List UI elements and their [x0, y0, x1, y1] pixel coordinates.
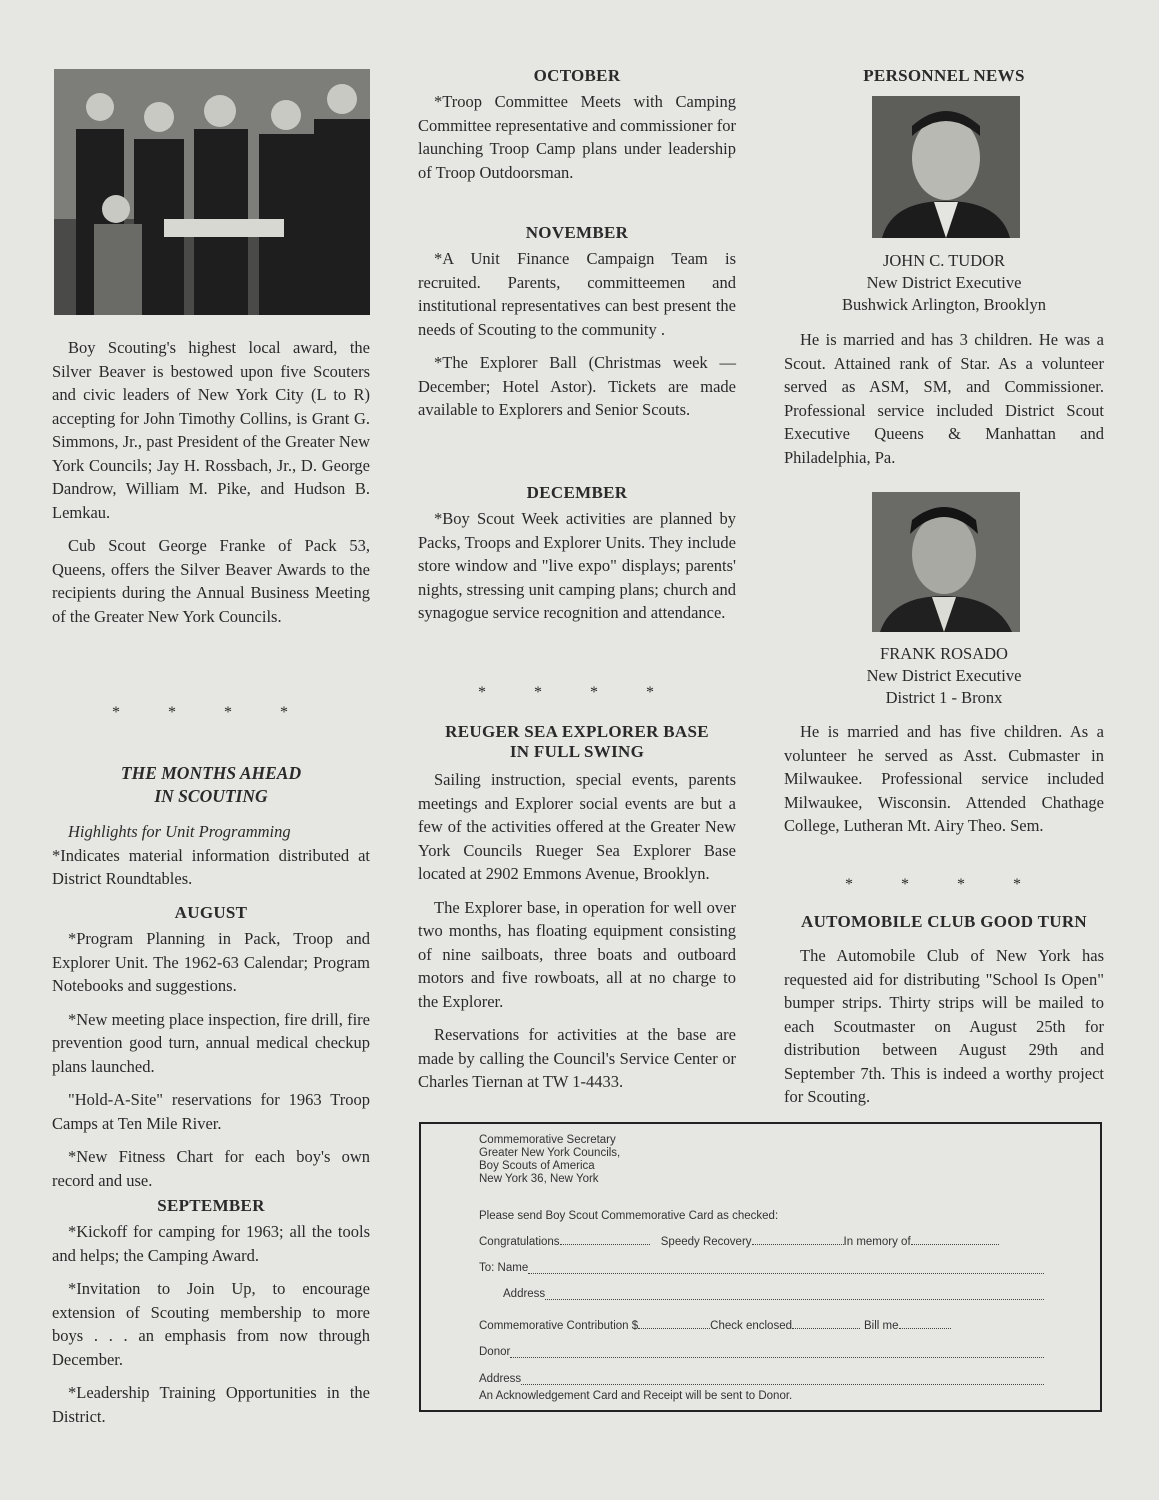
november-item: *A Unit Finance Campaign Team is recruited. Parents, committeemen and institutional representatives can best present the needs of Scouting to the community . — [418, 249, 736, 339]
rosado-district: District 1 - Bronx — [885, 688, 1003, 707]
auto-club-heading: AUTOMOBILE CLUB GOOD TURN — [801, 912, 1087, 931]
september-item: *Kickoff for camping for 1963; all the tools and helps; the Camping Award. — [52, 1222, 370, 1265]
speedy-recovery-checkbox[interactable] — [752, 1244, 844, 1245]
october-heading: OCTOBER — [533, 66, 621, 85]
address-label: Address — [503, 1288, 546, 1300]
bill-me-label: Bill me — [863, 1320, 899, 1332]
august-item: *New meeting place inspection, fire drill, fire prevention good turn, annual medical checkup plans launched. — [52, 1009, 370, 1076]
august-item: *Program Planning in Pack, Troop and Explorer Unit. The 1962-63 Calendar; Program Notebooks and suggestions. — [52, 929, 370, 995]
august-item: *New Fitness Chart for each boy's own record and use. — [52, 1147, 370, 1190]
rosado-bio: He is married and has five children. As a volunteer he served as Asst. Cubmaster in Milwaukee. Professional service included Milwaukee, Wisconsin. Attended Chathage College, Lutheran Mt. Airy Theo. Sem. — [784, 722, 1104, 835]
reuger-text: Sailing instruction, special events, parents meetings and Explorer social events are but a few of the activities offered at the Greater New York Councils Rueger Sea Explorer Base located at 2902 Emmons Avenue, Brooklyn. — [418, 770, 736, 883]
contribution-field[interactable] — [638, 1328, 710, 1329]
august-item: "Hold-A-Site" reservations for 1963 Troop Camps at Ten Mile River. — [52, 1090, 370, 1133]
in-memory-label: In memory of — [843, 1236, 911, 1248]
to-name-field[interactable] — [528, 1262, 1044, 1274]
portrait-icon — [872, 96, 1020, 238]
congratulations-checkbox[interactable] — [560, 1244, 650, 1245]
rosado-title: New District Executive — [866, 666, 1022, 685]
acknowledgement-note: An Acknowledgement Card and Receipt will be sent to Donor. — [479, 1390, 793, 1402]
in-memory-field[interactable] — [911, 1244, 999, 1245]
group-photo-icon — [54, 69, 370, 315]
tudor-name: JOHN C. TUDOR — [882, 251, 1006, 270]
months-ahead-subtitle: IN SCOUTING — [154, 786, 268, 806]
to-name-label: To: Name — [479, 1262, 529, 1274]
highlights-line: Highlights for Unit Programming — [68, 822, 291, 841]
section-divider: * * * * — [112, 704, 310, 721]
check-enclosed-checkbox[interactable] — [792, 1328, 860, 1329]
rosado-name: FRANK ROSADO — [880, 644, 1008, 663]
reuger-text: The Explorer base, in operation for well over two months, has floating equipment consisting of nine sailboats, three boats and outboard motors and five rowboats, all at no charge to the Explorer. — [418, 897, 736, 1011]
form-address-line: Boy Scouts of America — [479, 1160, 595, 1172]
august-heading: AUGUST — [174, 903, 248, 922]
section-divider: * * * * — [845, 876, 1043, 893]
october-text: *Troop Committee Meets with Camping Committee representative and commissioner for launching Troop Camp plans under leadership of Troop Outdoorsman. — [418, 92, 736, 182]
september-item: *Leadership Training Opportunities in the District. — [52, 1383, 370, 1426]
form-address-line: Commemorative Secretary — [479, 1134, 616, 1146]
november-heading: NOVEMBER — [525, 223, 629, 242]
indicates-note: *Indicates material information distributed at District Roundtables. — [52, 845, 370, 888]
reuger-text: Reservations for activities at the base are made by calling the Council's Service Center or Charles Tiernan at TW 1-4433. — [418, 1025, 736, 1091]
november-item: *The Explorer Ball (Christmas week —December; Hotel Astor). Tickets are made available to Explorers and Senior Scouts. — [418, 353, 736, 419]
december-heading: DECEMBER — [526, 483, 628, 502]
september-item: *Invitation to Join Up, to encourage extension of Scouting membership to more boys . . . an emphasis from now through December. — [52, 1279, 370, 1369]
portrait-icon — [872, 492, 1020, 632]
donor-field[interactable] — [510, 1346, 1044, 1358]
reuger-heading: REUGER SEA EXPLORER BASE — [445, 722, 709, 741]
donor-address-label: Address — [479, 1373, 522, 1385]
tudor-district: Bushwick Arlington, Brooklyn — [842, 295, 1046, 314]
tudor-title: New District Executive — [866, 273, 1022, 292]
december-text: *Boy Scout Week activities are planned by Packs, Troops and Explorer Units. They include store window and "live expo" displays; parents' nights, stressing unit camping plans; church and synagogue service recognition and attendance. — [418, 509, 736, 622]
auto-club-text: The Automobile Club of New York has requested aid for distributing "School Is Open" bumper strips. Thirty strips will be mailed to each Scoutmaster on August 25th for distribution between August 29th and September 7th. This is indeed a worthy project for Scouting. — [784, 946, 1104, 1106]
bill-me-checkbox[interactable] — [899, 1328, 951, 1329]
donor-address-field[interactable] — [521, 1373, 1044, 1385]
tudor-bio: He is married and has 3 children. He was a Scout. Attained rank of Star. As a volunteer served as ASM, SM, and Commissioner. Professional service included District Scout Executive Queens & Manhattan and Philadelphia, Pa. — [784, 330, 1104, 467]
commemorative-form — [419, 1122, 1102, 1412]
contribution-label: Commemorative Contribution $ — [479, 1320, 639, 1332]
september-heading: SEPTEMBER — [157, 1196, 265, 1215]
donor-label: Donor — [479, 1346, 511, 1358]
photo-caption-continued: Cub Scout George Franke of Pack 53, Queens, offers the Silver Beaver Awards to the recipients during the Annual Business Meeting of the Greater New York Councils. — [52, 536, 370, 626]
section-divider: * * * * — [478, 684, 676, 701]
award-photo — [54, 69, 370, 315]
form-instruction: Please send Boy Scout Commemorative Card as checked: — [479, 1210, 779, 1222]
form-address-line: New York 36, New York — [479, 1173, 599, 1185]
congratulations-label: Congratulations — [479, 1236, 560, 1248]
form-address-line: Greater New York Councils, — [479, 1147, 621, 1159]
personnel-heading: PERSONNEL NEWS — [863, 66, 1025, 85]
rosado-portrait — [872, 492, 1020, 632]
speedy-recovery-label: Speedy Recovery — [660, 1236, 752, 1248]
check-enclosed-label: Check enclosed — [710, 1320, 792, 1332]
months-ahead-title: THE MONTHS AHEAD — [120, 763, 302, 783]
tudor-portrait — [872, 96, 1020, 238]
reuger-subheading: IN FULL SWING — [509, 742, 645, 761]
address-field[interactable] — [545, 1288, 1044, 1300]
photo-caption: Boy Scouting's highest local award, the Silver Beaver is bestowed upon five Scouters and civic leaders of New York City (L to R) accepting for John Timothy Collins, is Grant G. Simmons, Jr., past President of the Greater New York Councils; Jay H. Rossbach, Jr., D. George Dandrow, William M. Pike, and Hudson B. Lemkau. — [52, 338, 370, 522]
